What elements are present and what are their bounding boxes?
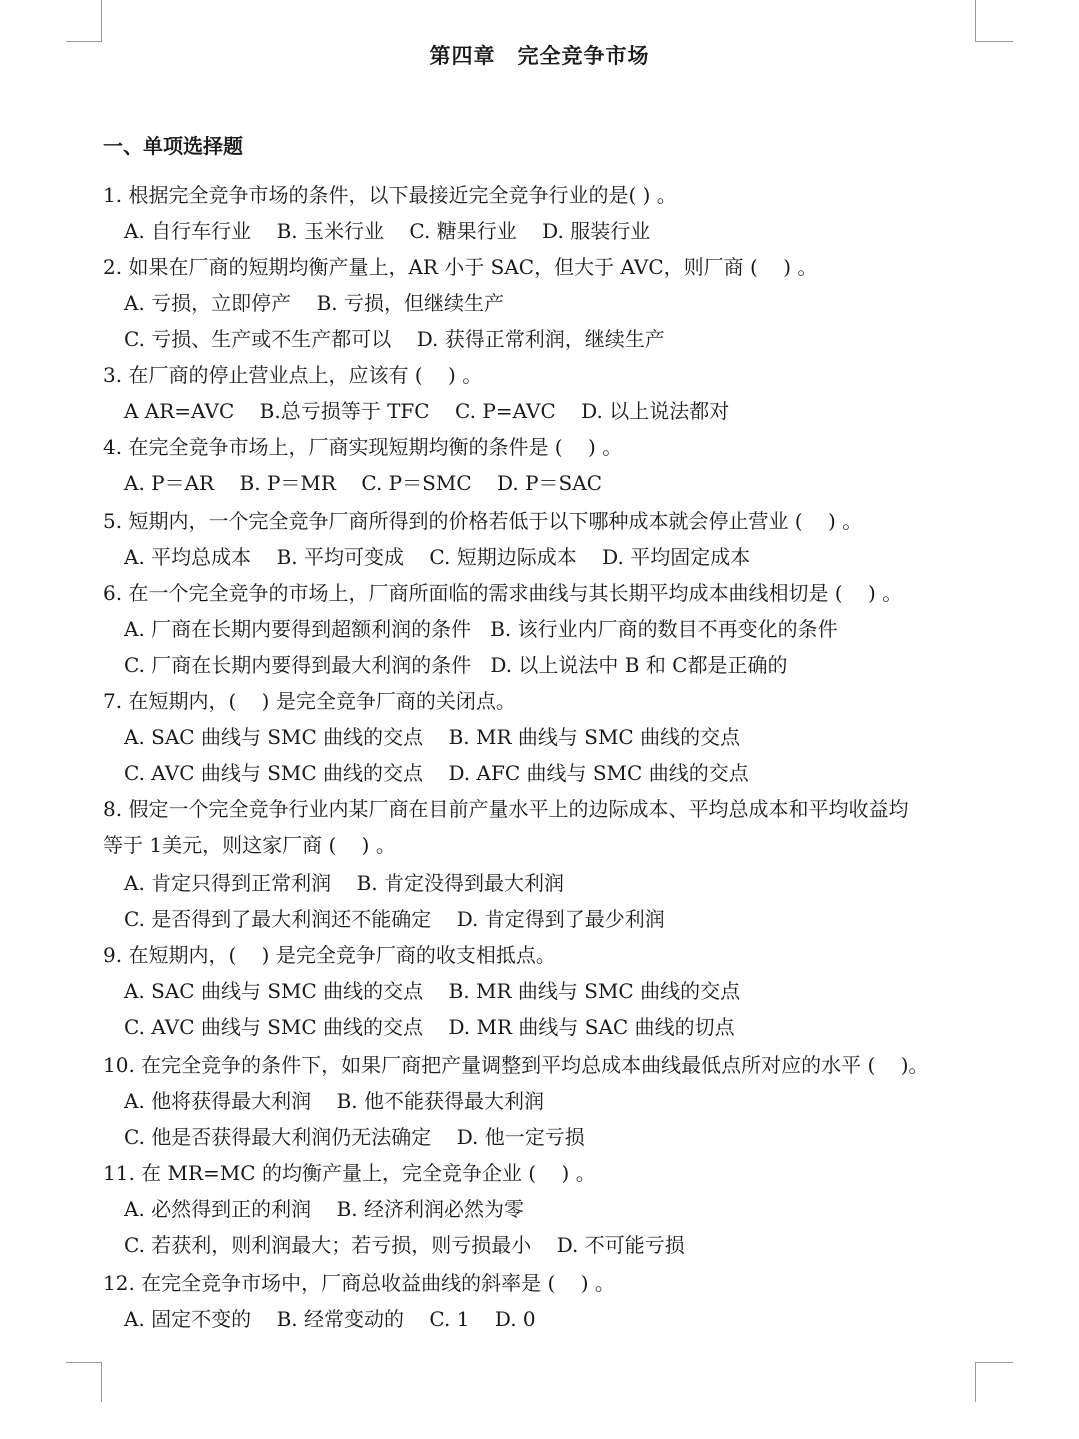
crop-mark-tl-v — [101, 0, 102, 42]
question-text: 1. 根据完全竞争市场的条件，以下最接近完全竞争行业的是( ) 。 — [103, 183, 677, 207]
question-text: 7. 在短期内，( ) 是完全竞争厂商的关闭点。 — [103, 689, 516, 713]
answer-options: C. 是否得到了最大利润还不能确定 D. 肯定得到了最少利润 — [124, 907, 665, 931]
crop-mark-tr-v — [975, 0, 976, 42]
crop-mark-br-h — [975, 1362, 1013, 1363]
question-text: 等于 1美元，则这家厂商 ( ) 。 — [103, 833, 396, 857]
crop-mark-br-v — [975, 1362, 976, 1402]
question-text: 9. 在短期内，( ) 是完全竞争厂商的收支相抵点。 — [103, 943, 556, 967]
answer-options: A. 肯定只得到正常利润 B. 肯定没得到最大利润 — [124, 871, 564, 895]
answer-options: C. AVC 曲线与 SMC 曲线的交点 D. AFC 曲线与 SMC 曲线的交点 — [124, 761, 749, 785]
answer-options: C. 亏损、生产或不生产都可以 D. 获得正常利润，继续生产 — [124, 327, 665, 351]
question-text: 2. 如果在厂商的短期均衡产量上，AR 小于 SAC，但大于 AVC，则厂商 ( ) 。 — [103, 255, 818, 279]
question-text: 12. 在完全竞争市场中，厂商总收益曲线的斜率是 ( ) 。 — [103, 1271, 615, 1295]
answer-options: A. 固定不变的 B. 经常变动的 C. 1 D. 0 — [124, 1307, 536, 1331]
question-text: 6. 在一个完全竞争的市场上，厂商所面临的需求曲线与其长期平均成本曲线相切是 ( ) 。 — [103, 581, 903, 605]
answer-options: A. 他将获得最大利润 B. 他不能获得最大利润 — [124, 1089, 544, 1113]
section-heading: 一、单项选择题 — [103, 134, 243, 158]
answer-options: C. 若获利，则利润最大；若亏损，则亏损最小 D. 不可能亏损 — [124, 1233, 685, 1257]
answer-options: A. 亏损，立即停产 B. 亏损，但继续生产 — [124, 291, 504, 315]
answer-options: A. 必然得到正的利润 B. 经济利润必然为零 — [124, 1197, 524, 1221]
question-text: 3. 在厂商的停止营业点上，应该有 ( ) 。 — [103, 363, 483, 387]
question-text: 5. 短期内，一个完全竞争厂商所得到的价格若低于以下哪种成本就会停止营业 ( ) 。 — [103, 509, 863, 533]
answer-options: C. 他是否获得最大利润仍无法确定 D. 他一定亏损 — [124, 1125, 585, 1149]
question-text: 4. 在完全竞争市场上，厂商实现短期均衡的条件是 ( ) 。 — [103, 435, 623, 459]
answer-options: C. 厂商在长期内要得到最大利润的条件 D. 以上说法中 B 和 C都是正确的 — [124, 653, 788, 677]
answer-options: A. 自行车行业 B. 玉米行业 C. 糖果行业 D. 服装行业 — [124, 219, 651, 243]
crop-mark-bl-h — [66, 1362, 102, 1363]
question-text: 10. 在完全竞争的条件下，如果厂商把产量调整到平均总成本曲线最低点所对应的水平 ( )。 — [103, 1053, 929, 1077]
answer-options: A. 平均总成本 B. 平均可变成 C. 短期边际成本 D. 平均固定成本 — [124, 545, 751, 569]
answer-options: A. SAC 曲线与 SMC 曲线的交点 B. MR 曲线与 SMC 曲线的交点 — [124, 979, 741, 1003]
answer-options: A. 厂商在长期内要得到超额利润的条件 B. 该行业内厂商的数目不再变化的条件 — [124, 617, 838, 641]
answer-options: A. P＝AR B. P＝MR C. P＝SMC D. P＝SAC — [124, 471, 602, 495]
page-title: 第四章 完全竞争市场 — [429, 44, 650, 68]
question-text: 8. 假定一个完全竞争行业内某厂商在目前产量水平上的边际成本、平均总成本和平均收益均 — [103, 797, 909, 821]
answer-options: C. AVC 曲线与 SMC 曲线的交点 D. MR 曲线与 SAC 曲线的切点 — [124, 1015, 735, 1039]
crop-mark-bl-v — [101, 1362, 102, 1402]
answer-options: A. SAC 曲线与 SMC 曲线的交点 B. MR 曲线与 SMC 曲线的交点 — [124, 725, 741, 749]
question-text: 11. 在 MR=MC 的均衡产量上，完全竞争企业 ( ) 。 — [103, 1161, 596, 1185]
answer-options: A AR=AVC B.总亏损等于 TFC C. P=AVC D. 以上说法都对 — [124, 399, 730, 423]
